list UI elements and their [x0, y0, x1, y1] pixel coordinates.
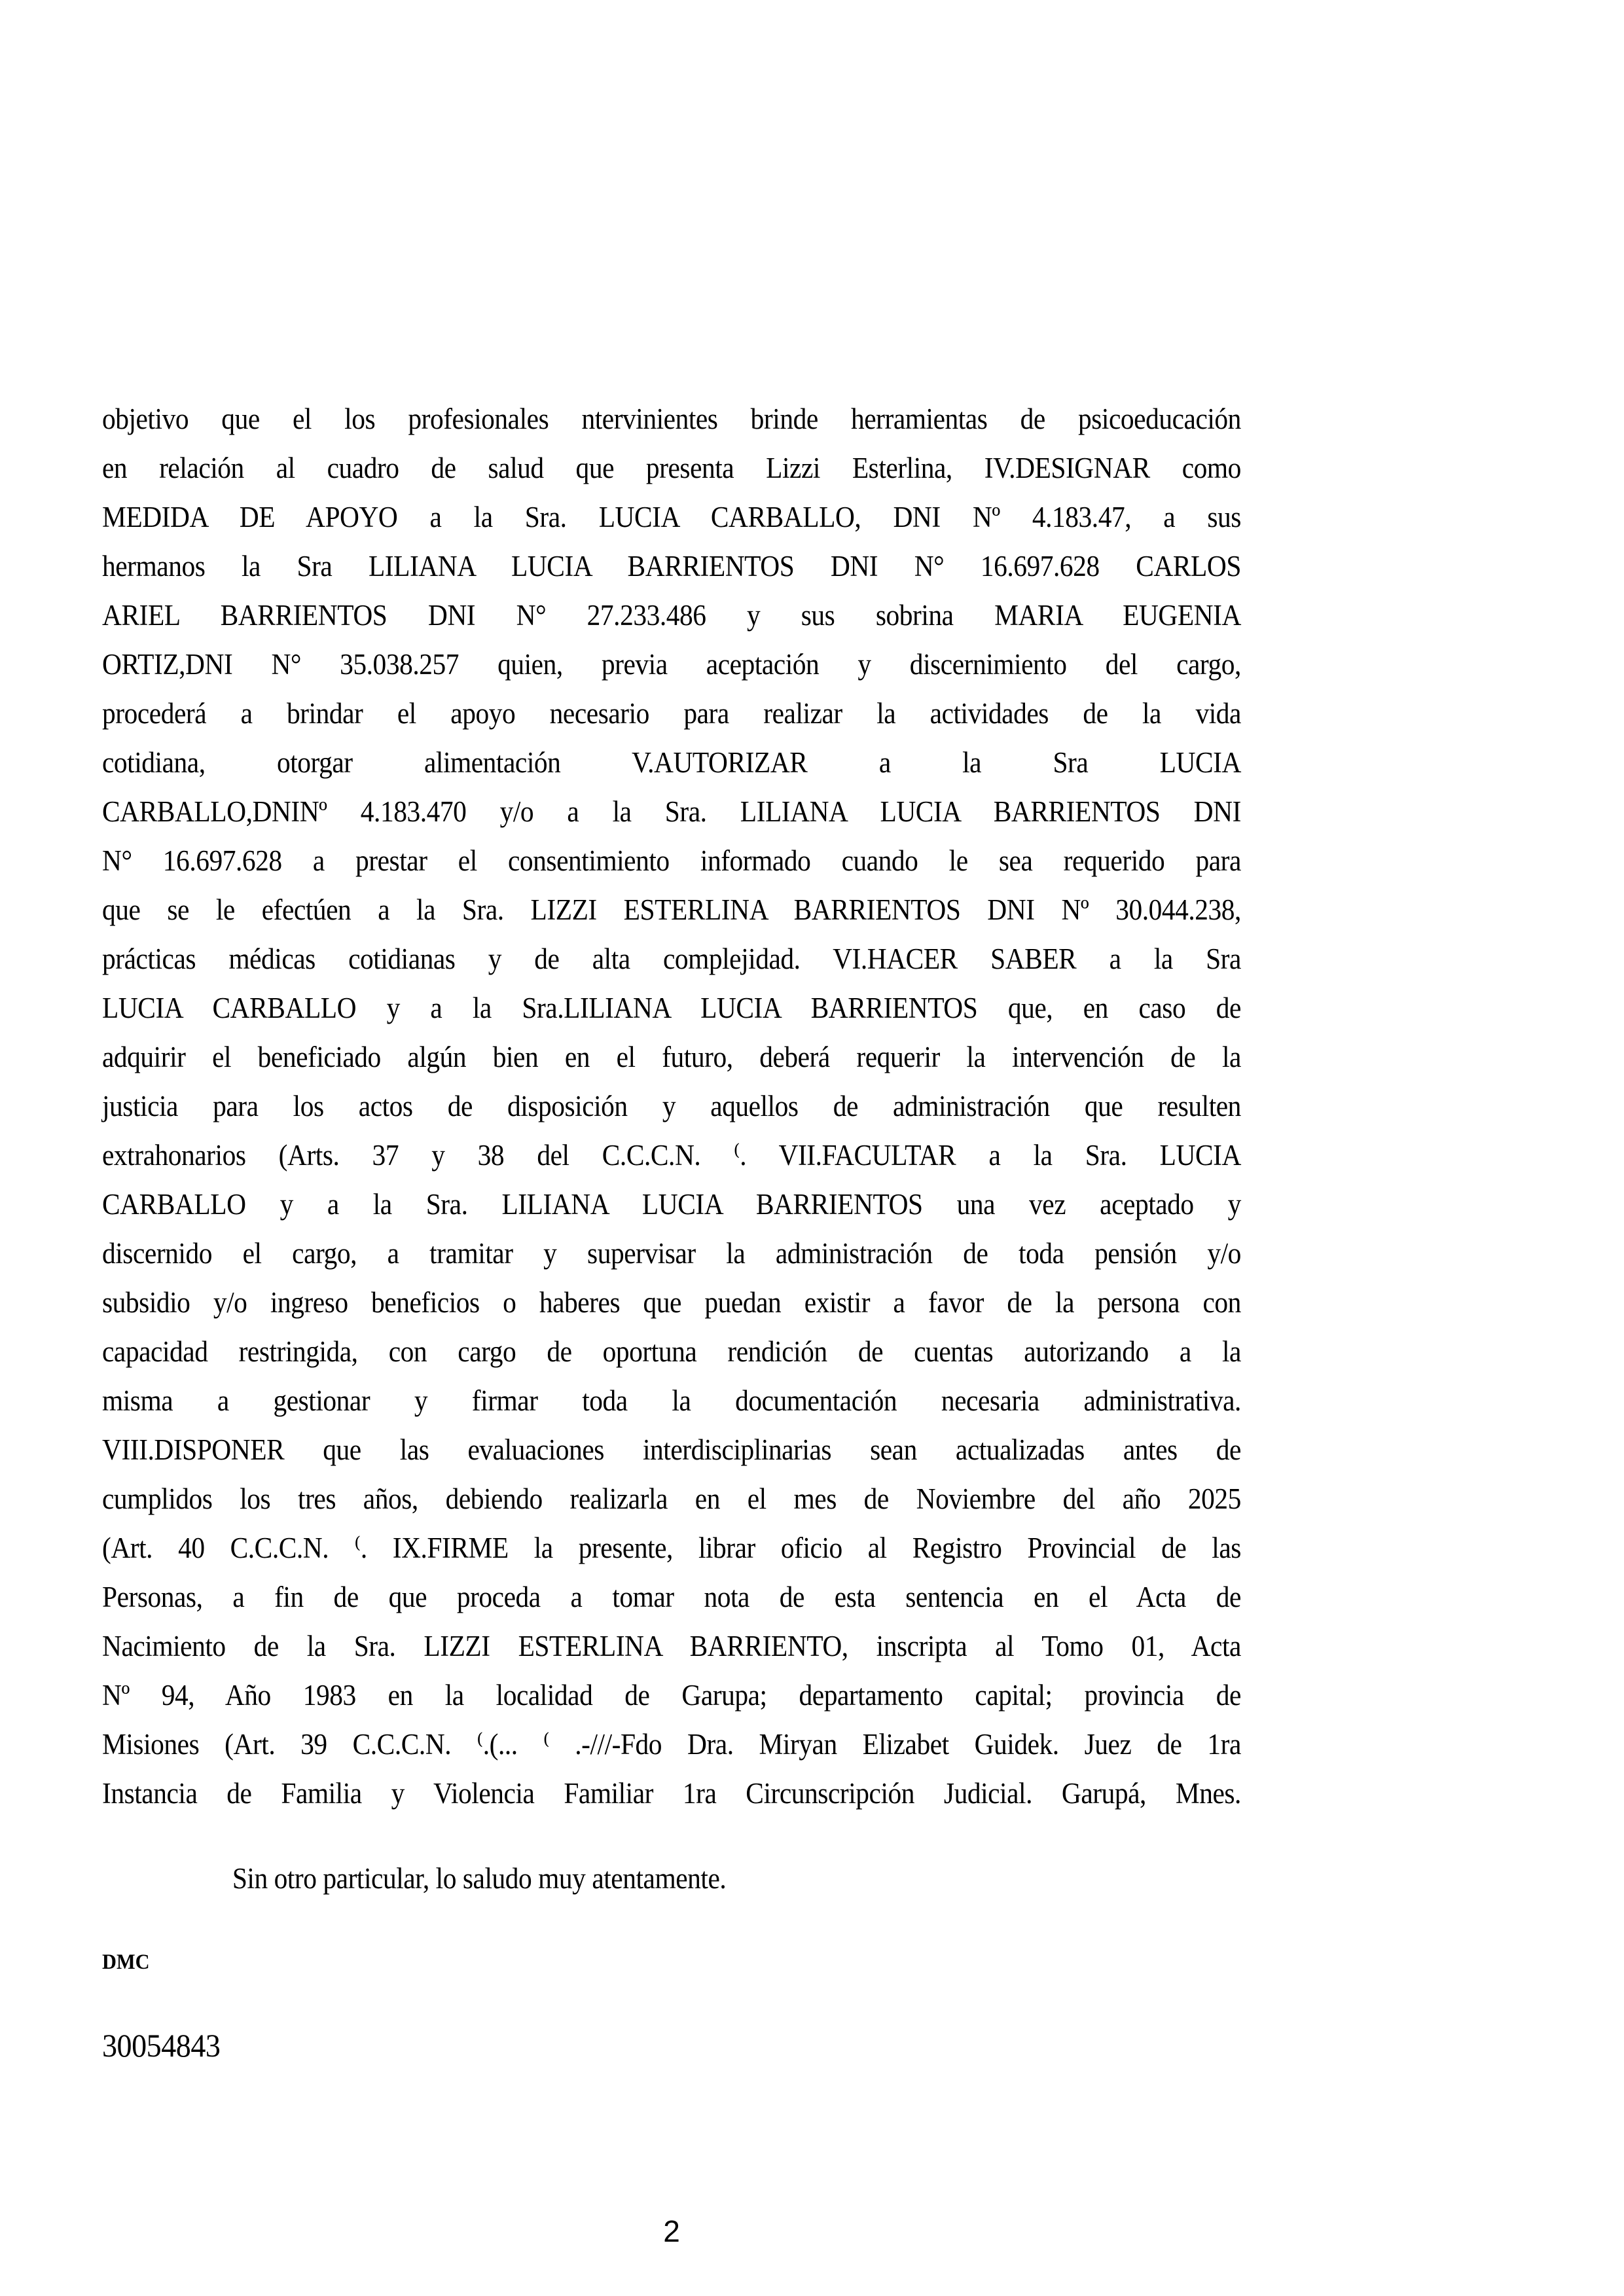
body-line: en relación al cuadro de salud que presenta Lizzi Esterlina, IV.DESIGNAR como: [102, 452, 1241, 484]
page-number: 2: [663, 2214, 680, 2248]
body-line: MEDIDA DE APOYO a la Sra. LUCIA CARBALLO, DNI Nº 4.183.47, a sus: [102, 501, 1241, 533]
body-line: Nacimiento de la Sra. LIZZI ESTERLINA BARRIENTO, inscripta al Tomo 01, Acta: [102, 1630, 1241, 1662]
body-line: discernido el cargo, a tramitar y supervisar la administración de toda pensión y/o: [102, 1237, 1241, 1270]
body-line: misma a gestionar y firmar toda la documentación necesaria administrativa.: [102, 1384, 1241, 1417]
body-line: objetivo que el los profesionales ntervinientes brinde herramientas de psicoeducación: [102, 403, 1241, 435]
body-line: (Art. 40 C.C.C.N. ⁽. IX.FIRME la presente, librar oficio al Registro Provincial de las: [102, 1532, 1241, 1564]
body-line: adquirir el beneficiado algún bien en el futuro, deberá requerir la intervención de la: [102, 1041, 1241, 1073]
body-line: capacidad restringida, con cargo de oportuna rendición de cuentas autorizando a la: [102, 1335, 1241, 1368]
body-line: hermanos la Sra LILIANA LUCIA BARRIENTOS DNI N° 16.697.628 CARLOS: [102, 550, 1241, 583]
body-paragraph: [102, 395, 1241, 1818]
body-line: LUCIA CARBALLO y a la Sra.LILIANA LUCIA BARRIENTOS que, en caso de: [102, 992, 1241, 1024]
body-line: N° 16.697.628 a prestar el consentimiento informado cuando le sea requerido para: [102, 844, 1241, 877]
body-line: subsidio y/o ingreso beneficios o haberes que puedan existir a favor de la persona con: [102, 1286, 1241, 1319]
reference-number: 30054843: [102, 2027, 221, 2064]
body-line: ORTIZ,DNI N° 35.038.257 quien, previa aceptación y discernimiento del cargo,: [102, 648, 1241, 681]
body-line: Misiones (Art. 39 C.C.C.N. ⁽.(... ⁽ .-///-Fdo Dra. Miryan Elizabet Guidek. Juez de 1ra: [102, 1728, 1241, 1761]
typist-initials: DMC: [102, 1950, 150, 1974]
body-line: que se le efectúen a la Sra. LIZZI ESTERLINA BARRIENTOS DNI Nº 30.044.238,: [102, 893, 1241, 926]
body-line: cumplidos los tres años, debiendo realizarla en el mes de Noviembre del año 2025: [102, 1482, 1241, 1515]
body-line: CARBALLO,DNINº 4.183.470 y/o a la Sra. LILIANA LUCIA BARRIENTOS DNI: [102, 795, 1241, 828]
body-line: VIII.DISPONER que las evaluaciones interdisciplinarias sean actualizadas antes de: [102, 1433, 1241, 1466]
body-line: CARBALLO y a la Sra. LILIANA LUCIA BARRIENTOS una vez aceptado y: [102, 1188, 1241, 1221]
body-line: extrahonarios (Arts. 37 y 38 del C.C.C.N. ⁽. VII.FACULTAR a la Sra. LUCIA: [102, 1139, 1241, 1172]
body-line: Instancia de Familia y Violencia Familiar 1ra Circunscripción Judicial. Garupá, Mnes.: [102, 1777, 1241, 1810]
body-line: justicia para los actos de disposición y aquellos de administración que resulten: [102, 1090, 1241, 1122]
body-line: cotidiana, otorgar alimentación V.AUTORIZAR a la Sra LUCIA: [102, 746, 1241, 779]
closing-salutation: Sin otro particular, lo saludo muy atentamente.: [232, 1862, 727, 1895]
body-line: prácticas médicas cotidianas y de alta complejidad. VI.HACER SABER a la Sra: [102, 942, 1241, 975]
body-line: Personas, a fin de que proceda a tomar nota de esta sentencia en el Acta de: [102, 1581, 1241, 1613]
body-line: procederá a brindar el apoyo necesario para realizar la actividades de la vida: [102, 697, 1241, 730]
body-line: Nº 94, Año 1983 en la localidad de Garupa; departamento capital; provincia de: [102, 1679, 1241, 1712]
body-line: ARIEL BARRIENTOS DNI N° 27.233.486 y sus sobrina MARIA EUGENIA: [102, 599, 1241, 632]
